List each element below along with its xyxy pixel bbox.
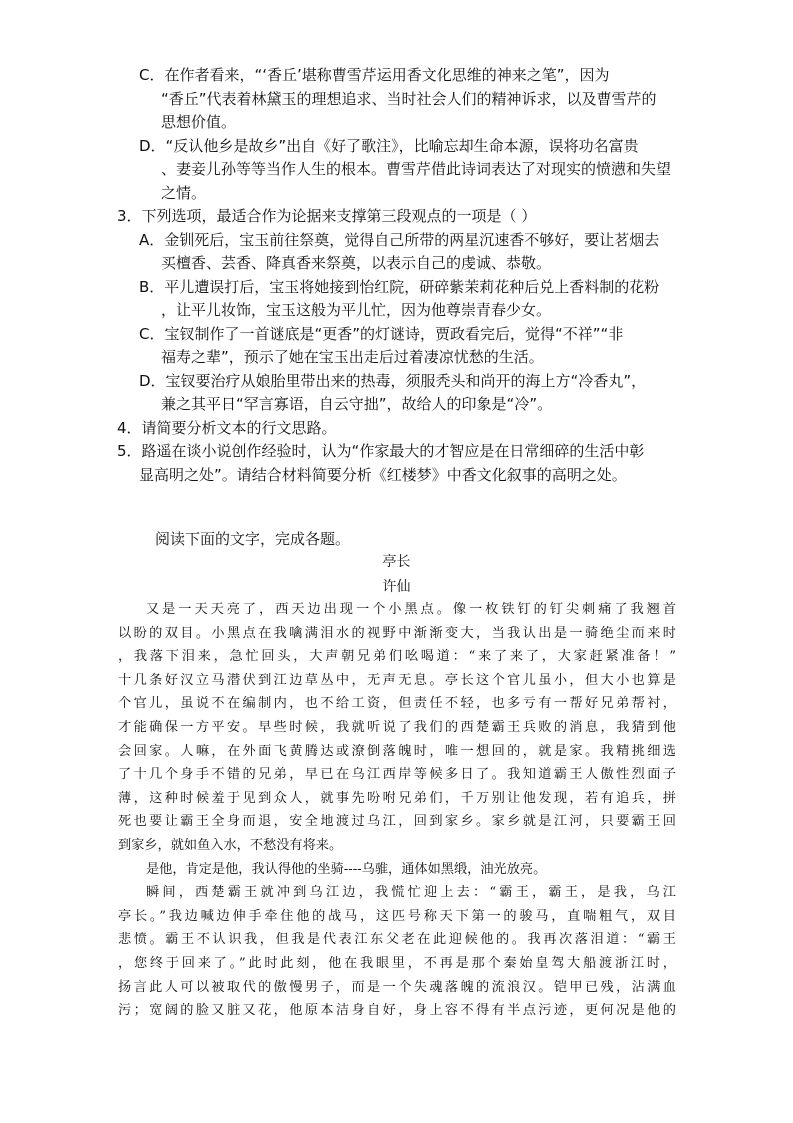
story-line: 到家乡，就如鱼入水，不愁没有将来。 (118, 837, 343, 853)
q3-option-c-line: 福寿之辈”，预示了她在宝玉出走后过着凄凉忧愁的生活。 (161, 348, 544, 366)
story-line: 又是一天天亮了，西天边出现一个小黑点。像一枚铁钉的钉尖刺痛了我翘首 (146, 602, 676, 617)
story-author: 许仙 (382, 579, 411, 595)
story-line: 以盼的双目。小黑点在我噙满泪水的视野中渐渐变大，当我认出是一骑绝尘而来时 (118, 625, 676, 641)
story-line: 死也要让霸王全身而退，安全地渡过乌江，回到家乡。家乡就是江河，只要霸王回 (118, 814, 676, 830)
story-line: 悲愤。霸王不认识我，但我是代表江东父老在此迎候他的。我再次落泪道：“霸王 (118, 932, 676, 948)
story-line: 瞬间，西楚霸王就冲到乌江边，我慌忙迎上去：“霸王，霸王，是我，乌江 (146, 885, 676, 901)
reading-instruction: 阅读下面的文字，完成各题。 (155, 530, 351, 548)
option-d-line: 、妻妾儿孙等等当作人生的根本。曹雪芹借此诗词表达了对现实的愤懑和失望 (161, 160, 672, 178)
option-c-line: “香丘”代表着林黛玉的理想追求、当时社会人们的精神诉求，以及曹雪芹的 (161, 89, 657, 108)
story-paragraph-3 (118, 881, 676, 1023)
option-c-line: 思想价值。 (161, 113, 237, 131)
q3-option-d (117, 370, 677, 417)
q3-option-a (117, 229, 677, 276)
story-body (118, 598, 676, 1023)
q3-option-c-line: C．宝钗制作了一首谜底是“更香”的灯谜诗，贾政看完后，觉得“不祥”“非 (139, 324, 624, 343)
story-line: 是他，肯定是他，我认得他的坐骑----乌骓，通体如黑缎，油光放亮。 (146, 861, 547, 877)
story-line: 薄，这种时候羞于见到众人，就事先吩咐兄弟们，千万别让他发现，若有追兵，拼 (118, 790, 676, 806)
question-3-stem: 3．下列选项，最适合作为论据来支撑第三段观点的一项是（ ） (117, 207, 537, 225)
story-line: 个官儿，虽说不在编制内，也不给工资，但责任不轻，也多亏有一帮好兄弟帮衬， (118, 696, 676, 712)
story-line: 亭长。”我边喊边伸手牵住他的战马，这匹号称天下第一的骏马，直喘粗气，双目 (118, 908, 676, 924)
q3-option-a-line: A．金钏死后，宝玉前往祭奠，觉得自己所带的两星沉速香不够好，要让茗烟去 (139, 230, 660, 249)
story-line: ，您终于回来了。”此时此刻，他在我眼里，不再是那个秦始皇驾大船渡浙江时， (118, 955, 676, 971)
question-5-line: 5．路遥在谈小说创作经验时，认为“作家最大的才智应是在日常细碎的生活中彰 (117, 442, 645, 460)
story-line: 了十几个身手不错的兄弟，早已在乌江西岸等候多日了。我知道霸王人傲性烈面子 (118, 767, 676, 783)
option-d-line: 之情。 (161, 183, 207, 202)
story-line: 会回家。人嘛，在外面飞黄腾达或潦倒落魄时，唯一想回的，就是家。我精挑细选 (118, 743, 676, 759)
q3-option-d-line: D．宝钗要治疗从娘胎里带出来的热毒，须服秃头和尚开的海上方“冷香丸”， (139, 371, 647, 390)
story-line: 才能确保一方平安。早些时候，我就听说了我们的西楚霸王兵败的消息，我猜到他 (118, 719, 676, 735)
story-line: 十几条好汉立马潜伏到江边草丛中，无声无息。亭长这个官儿虽小，但大小也算是 (118, 672, 676, 688)
q3-option-b-line: B．平儿遭误打后，宝玉将她接到怡红院，研碎紫茉莉花种后兑上香料制的花粉 (139, 277, 660, 296)
q3-option-a-line: 买檀香、芸香、降真香来祭奠，以表示自己的虔诚、恭敬。 (161, 254, 552, 272)
story-line: 污；宽阔的脸又脏又花，他原本洁身自好，身上容不得有半点污迹，更何况是他的 (118, 1003, 676, 1019)
q3-option-b-line: ，让平儿妆饰，宝玉这般为平儿忙，因为他尊崇青春少女。 (161, 301, 552, 319)
option-c-line: C．在作者看来，“‘香丘’堪称曹雪芹运用香文化思维的神来之笔”，因为 (139, 66, 610, 84)
story-title: 亭长 (382, 554, 411, 570)
q3-option-c (117, 323, 677, 370)
story-paragraph-1 (118, 598, 676, 858)
q3-option-d-line: 兼之其平日“罕言寡语，自云守拙”，故给人的印象是“冷”。 (161, 395, 553, 413)
story-line: 扬言此人可以被取代的傲慢男子，而是一个失魂落魄的流浪汉。铠甲已残，沾满血 (118, 979, 676, 995)
question-4: 4．请简要分析文本的行文思路。 (117, 418, 337, 437)
q3-option-b (117, 276, 677, 323)
questions-section (117, 64, 677, 487)
option-d-line: D．“反认他乡是故乡”出自《好了歌注》，比喻忘却生命本源，误将功名富贵 (139, 136, 639, 155)
story-paragraph-2 (118, 858, 676, 882)
option-c (117, 64, 677, 135)
story-line: ，我落下泪来，急忙回头，大声朝兄弟们吆喝道：“来了来了，大家赶紧准备！” (118, 649, 676, 665)
question-5-line: 显高明之处”。请结合材料简要分析《红楼梦》中香文化叙事的高明之处。 (139, 465, 627, 484)
option-d (117, 135, 677, 206)
